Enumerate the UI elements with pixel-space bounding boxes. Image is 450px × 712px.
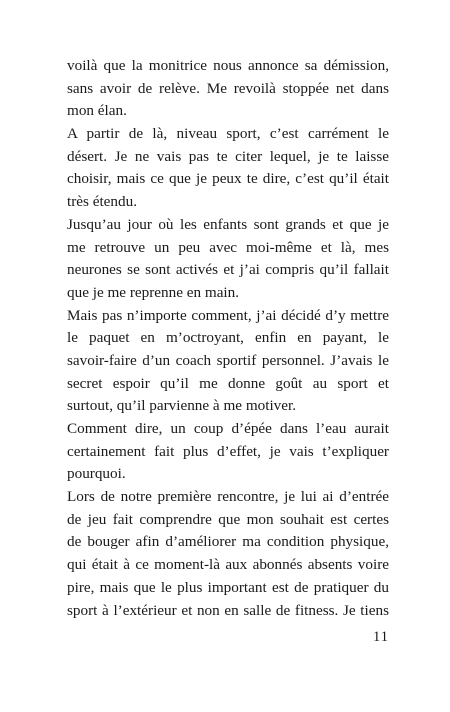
text-line: A partir de là, niveau sport, c’est carrément le <box>67 125 389 143</box>
text-line: Lors de notre première rencontre, je lui ai d’entrée <box>67 488 389 506</box>
text-line: le paquet en m’octroyant, enfin en payant, le <box>67 329 389 347</box>
text-line: Jusqu’au jour où les enfants sont grands et que je <box>67 215 389 233</box>
text-line: certainement fait plus d’effet, je vais t’expliquer <box>67 442 389 460</box>
text-line: pire, mais que le plus important est de pratiquer du <box>67 578 389 596</box>
text-line: de bouger afin d’améliorer ma condition physique, <box>67 533 389 551</box>
text-line: sans avoir de relève. Me revoilà stoppée net dans <box>67 79 389 97</box>
text-line: très étendu. <box>67 193 138 211</box>
text-line: que je me reprenne en main. <box>67 283 240 301</box>
text-line: choisir, mais ce que je peux te dire, c’est qu’il était <box>67 170 389 188</box>
page-number: 11 <box>373 629 389 645</box>
text-line: Mais pas n’importe comment, j’ai décidé d’y mettre <box>67 306 389 324</box>
text-line: qui était à ce moment-là aux abonnés absents voire <box>67 556 389 574</box>
text-line: de jeu fait comprendre que mon souhait est certes <box>67 510 389 528</box>
text-line: voilà que la monitrice nous annonce sa démission, <box>67 57 389 74</box>
text-line: pourquoi. <box>67 465 126 483</box>
text-line: savoir-faire d’un coach sportif personnel. J’avais le <box>67 351 389 369</box>
text-line: désert. Je ne vais pas te citer lequel, je te laisse <box>67 147 389 165</box>
text-line: surtout, qu’il parvienne à me motiver. <box>67 397 297 415</box>
text-line: mon élan. <box>67 102 127 120</box>
body-text <box>67 55 389 622</box>
text-line: Comment dire, un coup d’épée dans l’eau aurait <box>67 420 389 437</box>
text-line: neurones se sont activés et j’ai compris qu’il fallait <box>67 261 389 279</box>
text-line: sport à l’extérieur et non en salle de fitness. Je tiens <box>67 601 389 619</box>
text-line: me retrouve un peu avec moi-même et là, mes <box>67 238 389 256</box>
text-line: secret espoir qu’il me donne goût au sport et <box>67 374 389 392</box>
